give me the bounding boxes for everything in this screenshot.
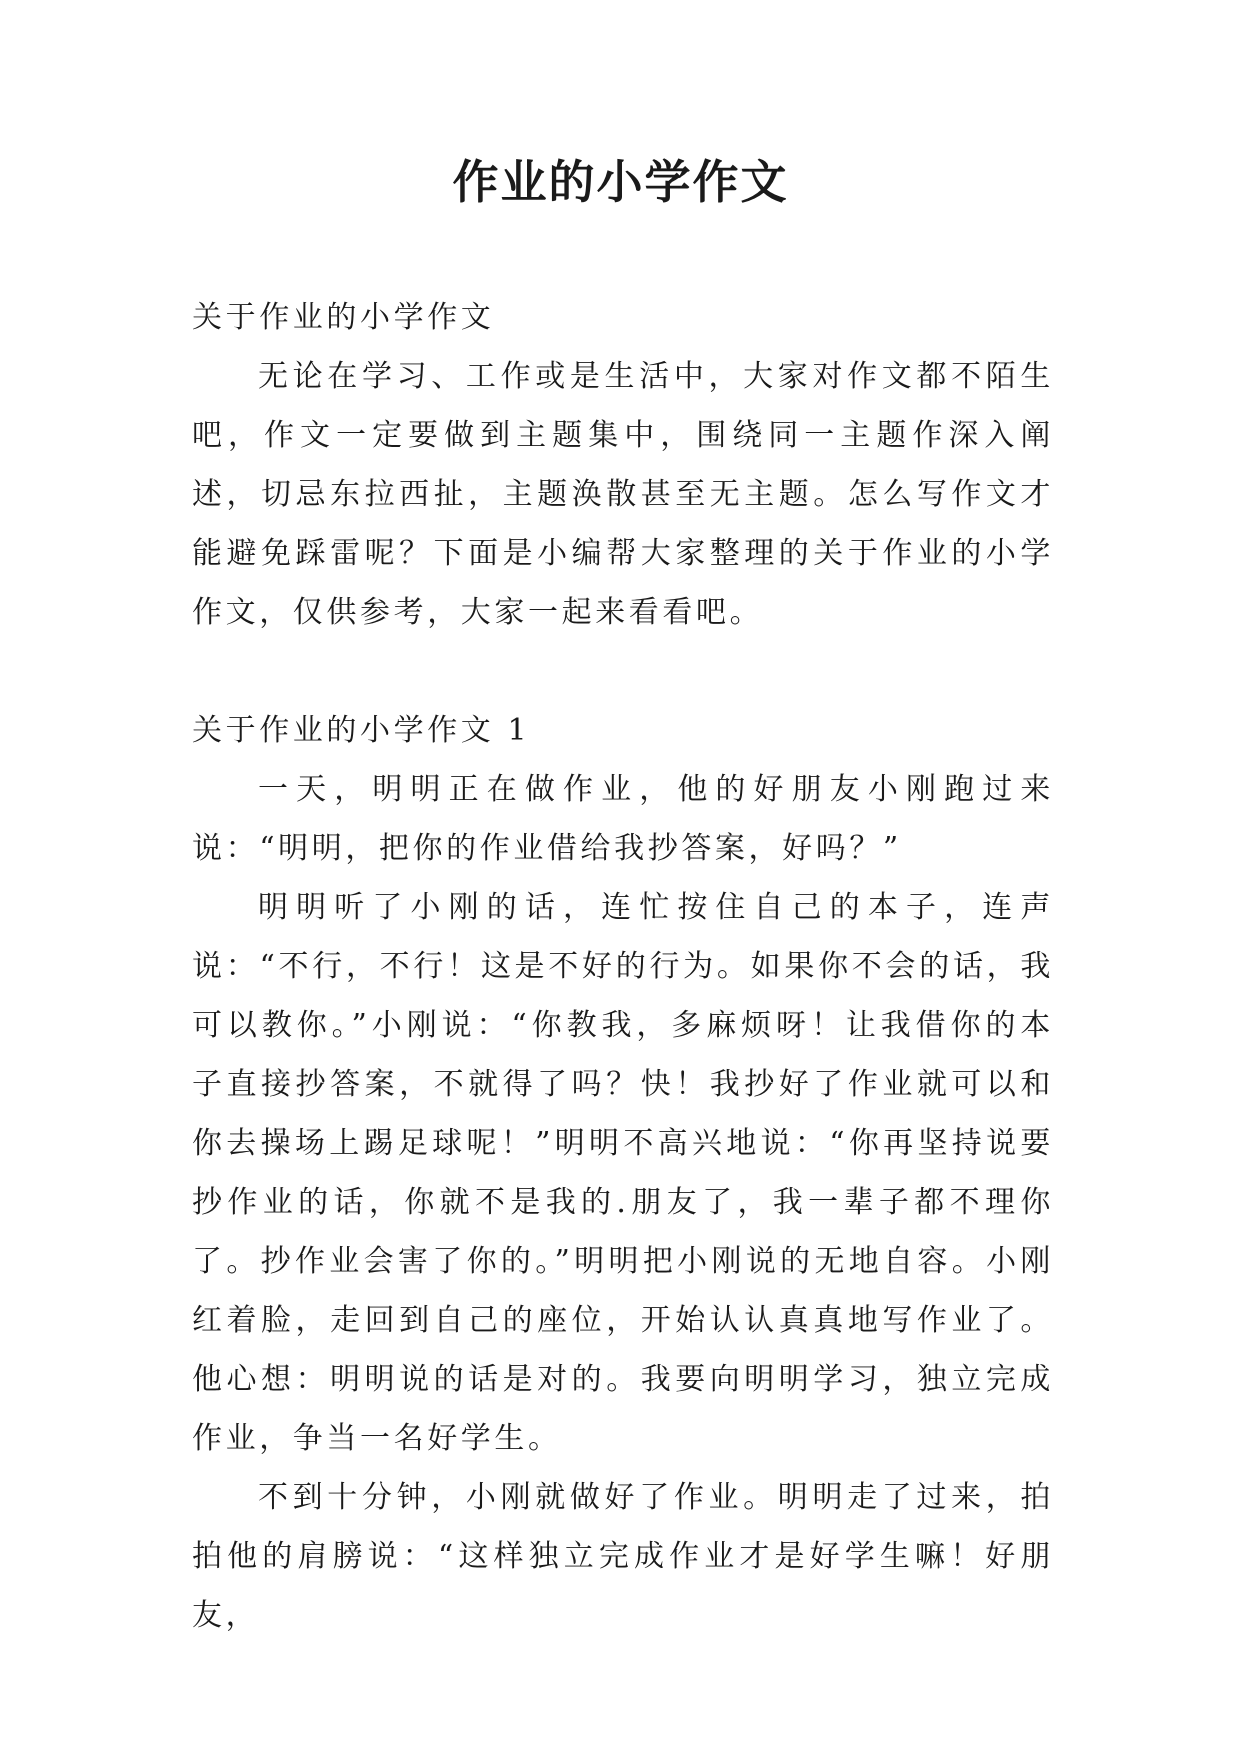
section-spacer bbox=[192, 642, 1054, 701]
essay-paragraph: 一天，明明正在做作业，他的好朋友小刚跑过来说：“明明，把你的作业借给我抄答案，好吗？” bbox=[192, 772, 1054, 866]
intro-heading: 关于作业的小学作文 bbox=[192, 300, 495, 335]
document-body bbox=[192, 288, 1054, 1645]
essay-paragraph: 不到十分钟，小刚就做好了作业。明明走了过来，拍拍他的肩膀说：“这样独立完成作业才是好学生嘛！好朋友， bbox=[192, 1480, 1054, 1633]
intro-paragraph: 无论在学习、工作或是生活中，大家对作文都不陌生吧，作文一定要做到主题集中，围绕同一主题作深入阐述，切忌东拉西扯，主题涣散甚至无主题。怎么写作文才能避免踩雷呢？下面是小编帮大家整理的关于作业的小学作文，仅供参考，大家一起来看看吧。 bbox=[192, 359, 1054, 630]
essay-heading: 关于作业的小学作文 1 bbox=[192, 713, 531, 748]
essay-paragraph: 明明听了小刚的话，连忙按住自己的本子，连声说：“不行，不行！这是不好的行为。如果你不会的话，我可以教你。”小刚说：“你教我，多麻烦呀！让我借你的本子直接抄答案，不就得了吗？快！我抄好了作业就可以和你去操场上踢足球呢！”明明不高兴地说：“你再坚持说要抄作业的话，你就不是我的.朋友了，我一辈子都不理你了。抄作业会害了你的。”明明把小刚说的无地自容。小刚红着脸，走回到自己的座位，开始认认真真地写作业了。他心想：明明说的话是对的。我要向明明学习，独立完成作业，争当一名好学生。 bbox=[192, 890, 1054, 1456]
document-title: 作业的小学作文 bbox=[452, 155, 789, 209]
